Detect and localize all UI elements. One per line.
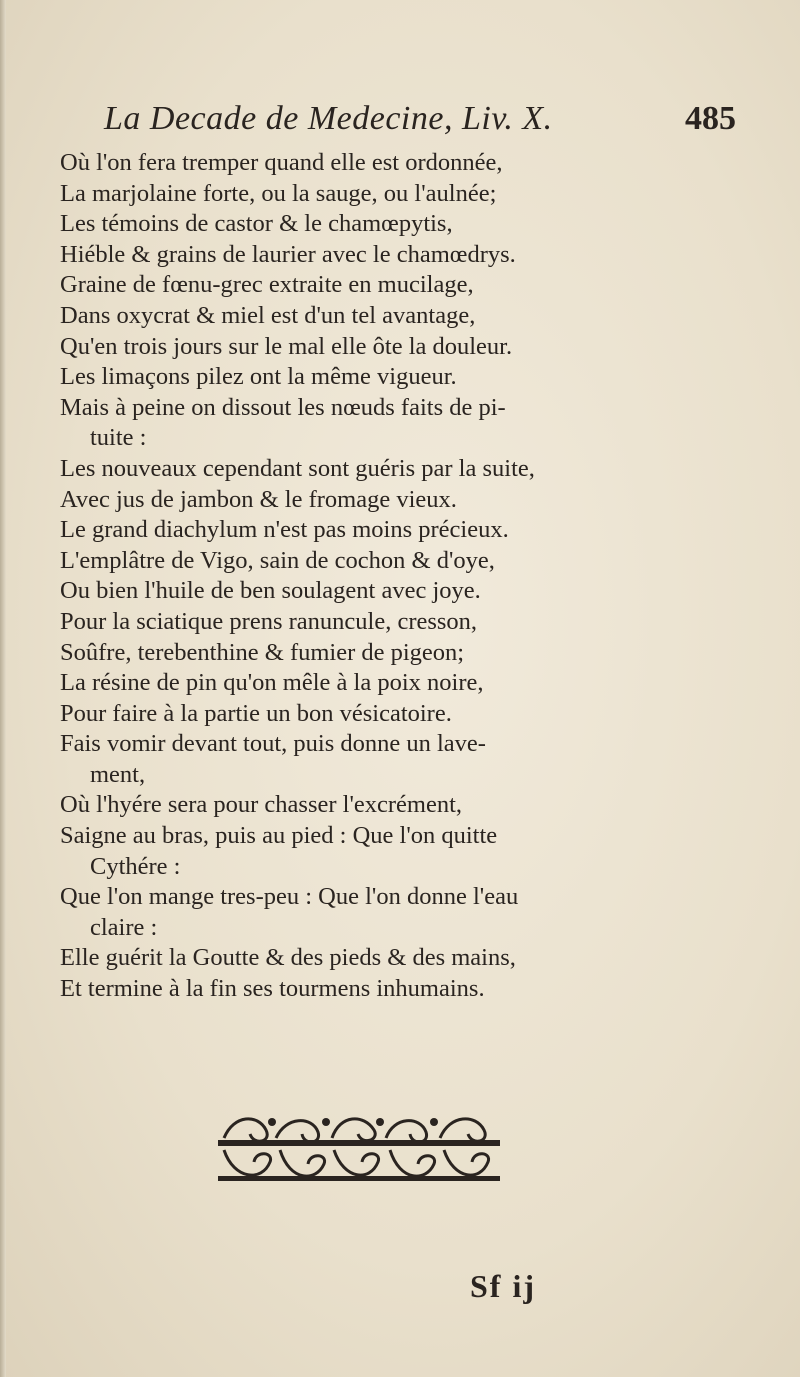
verse-line: Les nouveaux cependant sont guéris par la suite, (60, 454, 535, 482)
verse-line: Les limaçons pilez ont la même vigueur. (60, 363, 457, 391)
verse-line: Où l'hyére sera pour chasser l'excrément, (60, 791, 463, 819)
verse-line: Où l'on fera tremper quand elle est ordonnée, (60, 149, 503, 176)
verse-line: La marjolaine forte, ou la sauge, ou l'aulnée; (60, 179, 497, 207)
verse-line: Pour faire à la partie un bon vésicatoire. (60, 699, 452, 727)
verse-line: Pour la sciatique prens ranuncule, cresson, (60, 607, 478, 635)
verse-line-continuation: tuite : (90, 424, 147, 452)
verse-line: Avec jus de jambon & le fromage vieux. (60, 485, 457, 513)
verse-line: Que l'on mange tres-peu : Que l'on donne l'eau (60, 883, 519, 911)
printer-ornament (214, 1110, 504, 1190)
verse-line-continuation: Cythére : (90, 852, 181, 880)
verse-line: Dans oxycrat & miel est d'un tel avantage, (60, 301, 476, 329)
verse-line: Et termine à la fin ses tourmens inhumains. (60, 975, 485, 1003)
page-binding-edge (0, 0, 6, 1377)
verse-line: Ou bien l'huile de ben soulagent avec joye. (60, 577, 481, 605)
verse-line: Soûfre, terebenthine & fumier de pigeon; (60, 638, 465, 666)
verse-line: Mais à peine on dissout les nœuds faits de pi- (60, 393, 506, 421)
verse-line: Les témoins de castor & le chamœpytis, (60, 210, 453, 238)
verse-line-continuation: claire : (90, 913, 158, 941)
verse-line: L'emplâtre de Vigo, sain de cochon & d'oye, (60, 546, 495, 574)
verse-line: Graine de fœnu-grec extraite en mucilage, (60, 271, 474, 299)
verse-line: Le grand diachylum n'est pas moins précieux. (60, 516, 509, 544)
verse-line: Fais vomir devant tout, puis donne un lave- (60, 730, 486, 758)
running-title: La Decade de Medecine, Liv. X. (104, 100, 553, 137)
verse-line: La résine de pin qu'on mêle à la poix noire, (60, 669, 484, 697)
running-header (104, 96, 744, 146)
printer-signature-mark: Sf ij (470, 1268, 536, 1304)
verse-text (60, 148, 740, 1005)
verse-line: Saigne au bras, puis au pied : Que l'on quitte (60, 822, 498, 850)
page-number: 485 (685, 100, 736, 137)
verse-line: Qu'en trois jours sur le mal elle ôte la douleur. (60, 332, 513, 360)
verse-line: Hiéble & grains de laurier avec le chamœdrys. (60, 240, 516, 268)
verse-line-continuation: ment, (90, 760, 146, 788)
verse-line: Elle guérit la Goutte & des pieds & des mains, (60, 944, 516, 972)
